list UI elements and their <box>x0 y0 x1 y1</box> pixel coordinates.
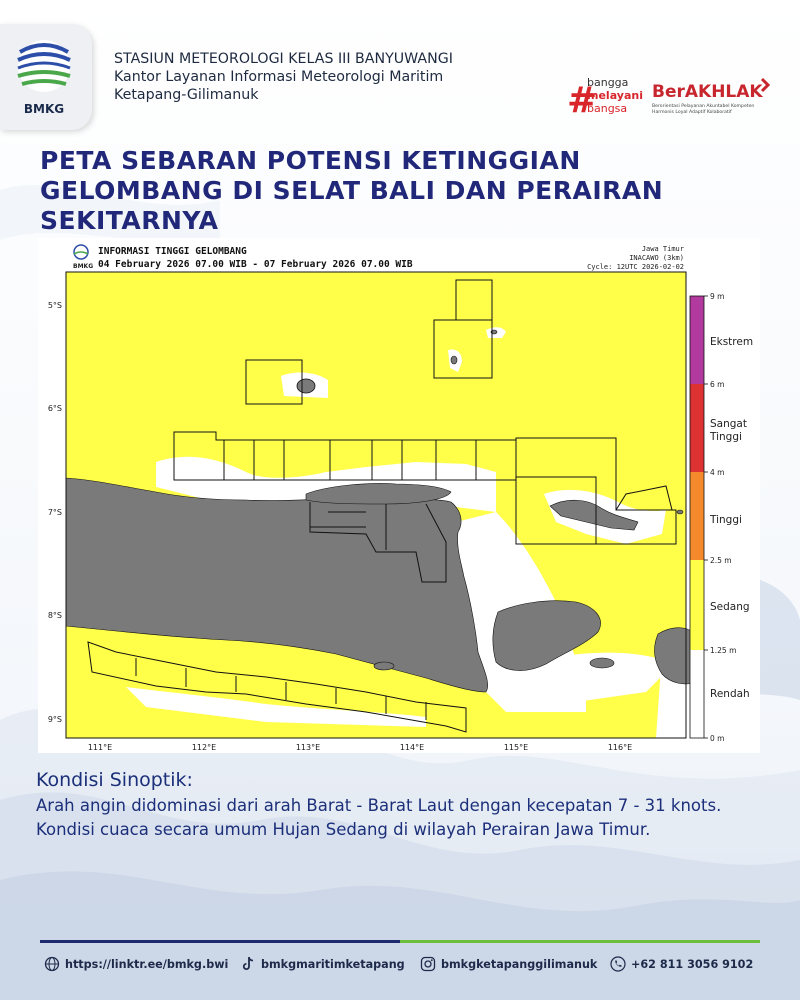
bmkg-logo <box>0 24 92 130</box>
wave-legend <box>690 292 753 743</box>
lat-label-5s: 5°S <box>47 301 62 310</box>
map-bmkg-logo <box>73 245 93 270</box>
berakhlak-sub-2: Harmonis Loyal Adaptif Kolaboratif <box>652 110 732 115</box>
legend-label-rendah: Rendah <box>710 688 750 700</box>
footer-instagram-item[interactable] <box>420 956 597 972</box>
footer-divider-blue <box>40 940 400 943</box>
bmkg-logo-text: BMKG <box>23 102 65 116</box>
footer-instagram-text[interactable]: bmkgketapanggilimanuk <box>441 957 598 971</box>
footer-link-item[interactable] <box>44 956 228 972</box>
land-nusa-barung <box>374 662 394 670</box>
map-canvas <box>38 238 760 753</box>
footer-phone-item[interactable] <box>610 956 753 972</box>
lon-label-114e: 114°E <box>399 743 425 752</box>
bangga-melayani-bangsa-logo <box>565 72 649 124</box>
map-logo-text: BMKG <box>73 263 94 270</box>
bangga-word-3: bangsa <box>587 102 628 115</box>
bmkg-emblem-icon <box>0 24 92 104</box>
synoptic-title: Kondisi Sinoptik: <box>36 769 193 791</box>
footer-divider-green <box>400 940 760 943</box>
legend-bar-sedang <box>690 560 704 650</box>
svg-text:#: # <box>567 80 598 121</box>
legend-tick-0m: 0 m <box>710 734 725 743</box>
map-region: Jawa Timur <box>641 245 684 253</box>
legend-label-sedang: Sedang <box>710 601 750 613</box>
header <box>0 28 800 121</box>
lon-label-116e: 116°E <box>607 743 633 752</box>
footer-link-text[interactable]: https://linktr.ee/bmkg.bwi <box>65 957 229 971</box>
lat-label-6s: 6°S <box>47 404 62 413</box>
lon-label-113e: 113°E <box>295 743 321 752</box>
berakhlak-sub-1: Berorientasi Pelayanan Akuntabel Kompeten <box>652 104 755 109</box>
legend-tick-2-5m: 2.5 m <box>710 556 732 565</box>
footer-tiktok-text[interactable]: bmkgmaritimketapang <box>261 957 405 971</box>
phone-icon <box>610 956 626 972</box>
lon-label-115e: 115°E <box>503 743 529 752</box>
legend-tick-6m: 6 m <box>710 380 725 389</box>
title-line-1: PETA SEBARAN POTENSI KETINGGIAN <box>40 146 581 175</box>
bangga-word-2: melayani <box>587 89 643 102</box>
title-line-2: GELOMBANG DI SELAT BALI DAN PERAIRAN <box>40 176 664 205</box>
lat-label-9s: 9°S <box>47 715 62 724</box>
map-model: INACAWO (3km) <box>629 254 684 262</box>
land-masalembu-2 <box>451 356 457 364</box>
synoptic-body: Arah angin didominasi dari arah Barat - Barat Laut dengan kecepatan 7 - 31 knots. Kondisi cuaca secara umum Hujan Sedang di wilayah Perairan Jawa Timur. <box>36 796 722 839</box>
legend-label-sangat: Sangat <box>710 418 747 430</box>
wave-height-map <box>38 238 760 753</box>
footer-phone-text[interactable]: +62 811 3056 9102 <box>631 957 754 971</box>
page-title <box>40 146 740 236</box>
instagram-icon <box>420 956 436 972</box>
berakhlak-logo <box>650 73 770 119</box>
bangga-word-1: bangga <box>587 76 629 89</box>
land-bawean <box>297 379 315 393</box>
map-cycle: Cycle: 12UTC 2026-02-02 <box>587 263 684 271</box>
station-line-3: Ketapang-Gilimanuk <box>114 87 259 103</box>
legend-label-ekstrem: Ekstrem <box>710 336 754 348</box>
map-period: 04 February 2026 07.00 WIB - 07 February 2026 07.00 WIB <box>98 259 413 270</box>
land-nusa-penida <box>590 658 614 668</box>
synoptic-section <box>36 768 776 842</box>
legend-label-tinggi-2: Tinggi <box>710 431 742 443</box>
station-line-2: Kantor Layanan Informasi Meteorologi Maritim <box>114 69 444 85</box>
legend-label-tinggi: Tinggi <box>710 514 742 526</box>
legend-bar-sangat-tinggi <box>690 384 704 472</box>
map-heading: INFORMASI TINGGI GELOMBANG <box>98 246 247 257</box>
land-small-island <box>677 510 683 514</box>
legend-bar-rendah <box>690 650 704 738</box>
tiktok-icon <box>240 956 256 972</box>
legend-bar-tinggi <box>690 472 704 560</box>
berakhlak-text: BerAKHLAK <box>652 82 763 102</box>
lon-label-112e: 112°E <box>191 743 217 752</box>
lat-label-7s: 7°S <box>47 508 62 517</box>
footer <box>44 952 774 978</box>
legend-bar-ekstrem <box>690 296 704 384</box>
legend-tick-4m: 4 m <box>710 468 725 477</box>
legend-tick-9m: 9 m <box>710 292 725 301</box>
footer-tiktok-item[interactable] <box>240 956 405 972</box>
lon-label-111e: 111°E <box>87 743 113 752</box>
legend-tick-1-25m: 1.25 m <box>710 646 737 655</box>
globe-icon <box>44 956 60 972</box>
station-info <box>114 50 534 104</box>
station-line-1: STASIUN METEOROLOGI KELAS III BANYUWANGI <box>114 51 453 67</box>
lat-label-8s: 8°S <box>47 611 62 620</box>
title-line-3: SEKITARNYA <box>40 206 219 235</box>
